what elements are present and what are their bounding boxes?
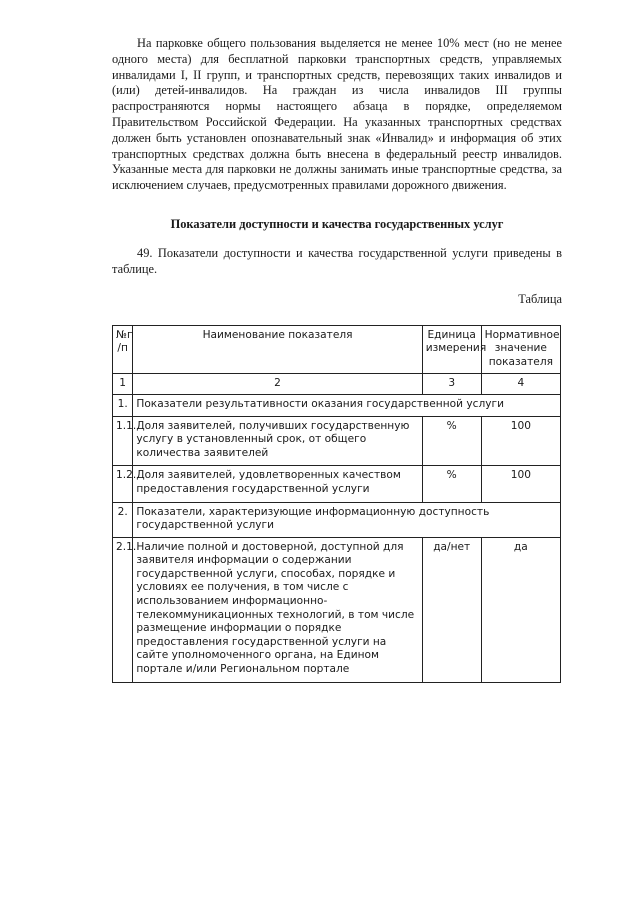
indicator-unit: % (422, 416, 481, 466)
table-caption: Таблица (518, 291, 562, 306)
indicator-value: да (481, 537, 560, 682)
indicator-name: Доля заявителей, удовлетворенных качеством предоставления государственной услуги (133, 466, 422, 502)
page-content (112, 36, 562, 683)
table-row (113, 416, 561, 466)
indicator-value: 100 (481, 416, 560, 466)
indicator-value: 100 (481, 466, 560, 502)
column-number: 2 (133, 374, 422, 395)
table-header-row (113, 325, 561, 374)
section-heading: Показатели доступности и качества государственных услуг (170, 216, 504, 231)
row-number: 2.1. (113, 537, 133, 682)
indicator-name: Доля заявителей, получивших государственную услугу в установленный срок, от общего количества заявителей (133, 416, 422, 466)
table-row (113, 537, 561, 682)
column-number: 1 (113, 374, 133, 395)
column-number: 3 (422, 374, 481, 395)
indicator-unit: да/нет (422, 537, 481, 682)
header-value: Нормативное значение показателя (481, 325, 560, 374)
indicators-table (112, 325, 561, 683)
section-row-2 (113, 502, 561, 537)
table-row (113, 466, 561, 502)
indicator-unit: % (422, 466, 481, 502)
section-row-1 (113, 394, 561, 416)
header-num: №п /п (113, 325, 133, 374)
indicator-name: Наличие полной и достоверной, доступной для заявителя информации о содержании государственной услуги, способах, порядке и условиях ее получения, в том числе с использованием информационно-телекоммуникационных технологий, в том числе размещение информации о порядке предоставления государственной услуги на сайте уполномоченного органа, на Едином портале и/или Региональном портале (133, 537, 422, 682)
section-title: Показатели результативности оказания государственной услуги (133, 394, 561, 416)
intro-paragraph: На парковке общего пользования выделяется не менее 10% мест (но не менее одного места) для бесплатной парковки транспортных средств, управляемых инвалидами I, II групп, и транспортных средств, перевозящих таких инвалидов и (или) детей-инвалидов. На граждан из числа инвалидов III группы распространяются нормы настоящего абзаца в порядке, определяемом Правительством Российской Федерации. На указанных транспортных средствах должен быть установлен опознавательный знак «Инвалид» и информация об этих транспортных средствах должна быть внесена в федеральный реестр инвалидов. Указанные места для парковки не должны занимать иные транспортные средства, за исключением случаев, предусмотренных правилами дорожного движения. (112, 36, 562, 193)
column-numbers-row (113, 374, 561, 395)
row-number: 1.1. (113, 416, 133, 466)
header-name: Наименование показателя (133, 325, 422, 374)
header-unit: Единица измерения (422, 325, 481, 374)
column-number: 4 (481, 374, 560, 395)
row-number: 1. (113, 394, 133, 416)
row-number: 1.2. (113, 466, 133, 502)
row-number: 2. (113, 502, 133, 537)
point-49-paragraph: 49. Показатели доступности и качества государственной услуги приведены в таблице. (112, 245, 562, 276)
section-title: Показатели, характеризующие информационную доступность государственной услуги (133, 502, 561, 537)
